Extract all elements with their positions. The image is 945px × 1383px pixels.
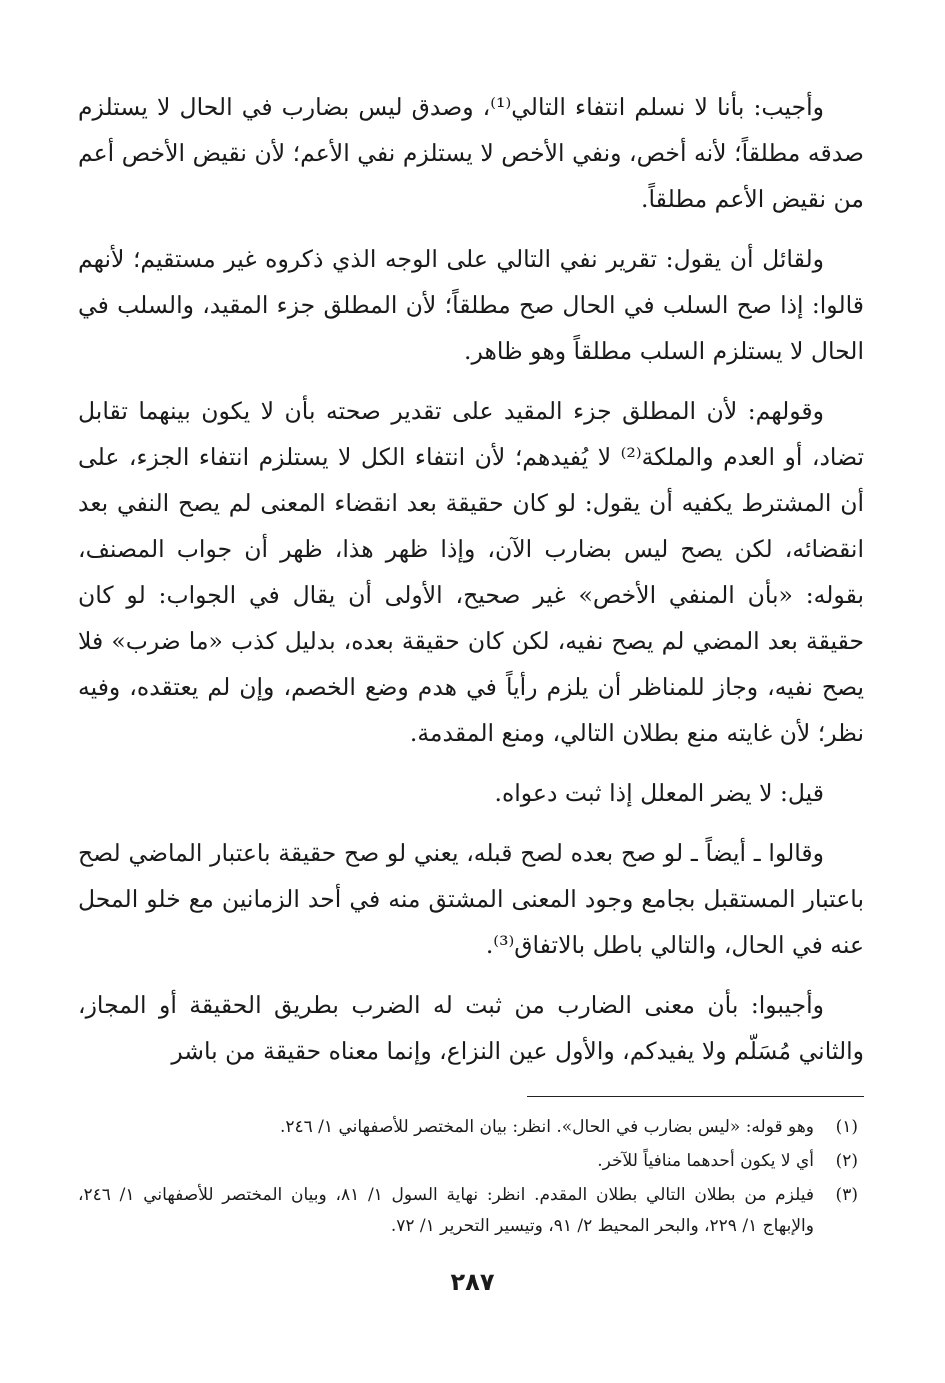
footnote [78,1180,864,1242]
paragraph: وقالوا ـ أيضاً ـ لو صح بعده لصح قبله، يعني لو صح حقيقة باعتبار الماضي لصح باعتبار المستقبل بجامع وجود المعنى المشتق منه في أحد الزمانين مع خلو المحل عنه في الحال، والتالي باطل بالاتفاق⁽³⁾. [78,839,864,959]
footnote-number: (٣) [835,1185,858,1205]
paragraph: ولقائل أن يقول: تقرير نفي التالي على الوجه الذي ذكروه غير مستقيم؛ لأنهم قالوا: إذا صح السلب في الحال صح مطلقاً؛ لأن المطلق جزء المقيد، والسلب في الحال لا يستلزم السلب مطلقاً وهو ظاهر. [78,245,864,365]
footnote-text: أي لا يكون أحدهما منافياً للآخر. [597,1151,814,1171]
footnote-number: (٢) [835,1151,858,1171]
footnote-text: فيلزم من بطلان التالي بطلان المقدم. انظر: نهاية السول ١/ ٨١، وبيان المختصر للأصفهاني ١/ ٢٤٦، والإبهاج ١/ ٢٢٩، والبحر المحيط ٢/ ٩١، وتيسير التحرير ١/ ٧٢. [78,1185,814,1236]
footnote-number: (١) [835,1117,858,1137]
paragraph: وأجيبوا: بأن معنى الضارب من ثبت له الضرب بطريق الحقيقة أو المجاز، والثاني مُسَلّم ولا يفيدكم، والأول عين النزاع، وإنما معناه حقيقة من باشر [78,991,864,1065]
footnote-divider [527,1096,864,1097]
page-number: ٢٨٧ [450,1268,495,1296]
footnotes [78,1112,864,1245]
footnote [78,1112,864,1143]
paragraph: وأجيب: بأنا لا نسلم انتفاء التالي⁽¹⁾، وصدق ليس بضارب في الحال لا يستلزم صدقه مطلقاً؛ لأنه أخص، ونفي الأخص لا يستلزم نفي الأعم؛ لأن نقيض الأخص أعم من نقيض الأعم مطلقاً. [78,93,864,213]
footnote [78,1146,864,1177]
paragraph: قيل: لا يضر المعلل إذا ثبت دعواه. [494,779,824,807]
paragraph: وقولهم: لأن المطلق جزء المقيد على تقدير صحته بأن لا يكون بينهما تقابل تضاد، أو العدم والملكة⁽²⁾ لا يُفيدهم؛ لأن انتفاء الكل لا يستلزم انتفاء الجزء، على أن المشترط يكفيه أن يقول: لو كان حقيقة بعد انقضاء المعنى لم يصح النفي بعد انقضائه، لكن يصح ليس بضارب الآن، وإذا ظهر هذا، ظهر أن جواب المصنف، بقوله: «بأن المنفي الأخص» غير صحيح، الأولى أن يقال في الجواب: لو كان حقيقة بعد المضي لم يصح نفيه، لكن كان حقيقة بعده، بدليل كذب «ما ضرب» فلا يصح نفيه، وجاز للمناظر أن يلزم رأياً في هدم وضع الخصم، وإن لم يعتقده، وفيه نظر؛ لأن غايته منع بطلان التالي، ومنع المقدمة. [78,397,865,747]
main-text [78,84,864,1088]
footnote-text: وهو قوله: «ليس بضارب في الحال». انظر: بيان المختصر للأصفهاني ١/ ٢٤٦. [279,1117,814,1137]
